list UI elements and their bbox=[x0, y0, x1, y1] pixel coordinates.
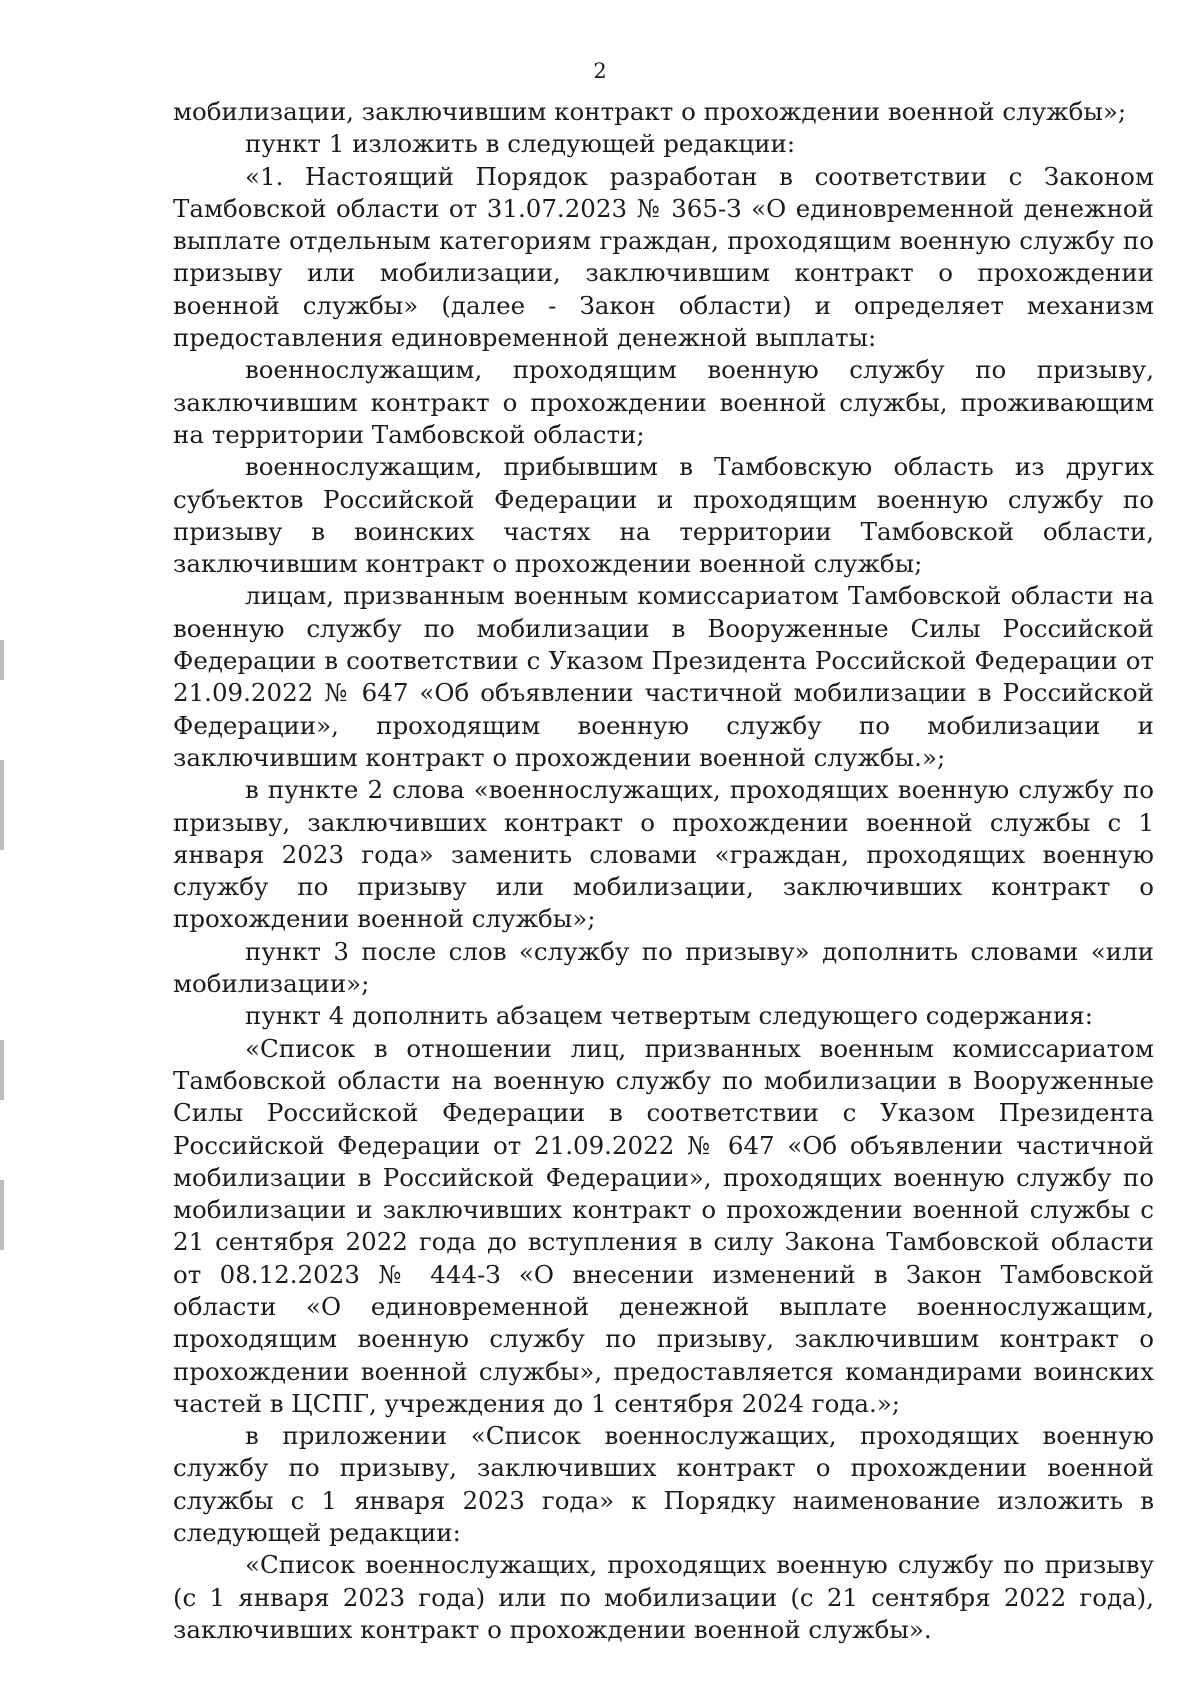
paragraph: пункт 3 после слов «службу по призыву» дополнить словами «или мобилизации»; bbox=[173, 936, 1154, 999]
paragraph: пункт 1 изложить в следующей редакции: bbox=[245, 129, 796, 159]
paragraph: в пункте 2 слова «военнослужащих, проходящих военную службу по призыву, заключивших контракт о прохождении военной службы с 1 января 2023 года» заменить словами «граждан, проходящих военную службу по призыву или мобилизации, заключивших контракт о прохождении военной службы»; bbox=[173, 775, 1154, 934]
paragraph: пункт 4 дополнить абзацем четвертым следующего содержания: bbox=[245, 1001, 1093, 1031]
paragraph: лицам, призванным военным комиссариатом Тамбовской области на военную службу по мобилизации в Вооруженные Силы Российской Федерации в соответствии с Указом Президента Российской Федерации от 21.09.2022 № 647 «Об объявлении частичной мобилизации в Российской Федерации», проходящим военную службу по мобилизации и заключившим контракт о прохождении военной службы.»; bbox=[173, 581, 1154, 772]
paragraph: военнослужащим, прибывшим в Тамбовскую область из других субъектов Российской Федерации и проходящим военную службу по призыву в воинских частях на территории Тамбовской области, заключившим контракт о прохождении военной службы; bbox=[173, 452, 1154, 579]
scan-edge-mark bbox=[0, 640, 4, 680]
paragraph: «Список в отношении лиц, призванных военным комиссариатом Тамбовской области на военную службу по мобилизации в Вооруженные Силы Российской Федерации в соответствии с Указом Президента Российской Федерации от 21.09.2022 № 647 «Об объявлении частичной мобилизации в Российской Федерации», проходящих военную службу по мобилизации и заключивших контракт о прохождении военной службы с 21 сентября 2022 года до вступления в силу Закона Тамбовской области от 08.12.2023 № 444-З «О внесении изменений в Закон Тамбовской области «О единовременной денежной выплате военнослужащим, проходящим военную службу по призыву, заключившим контракт о прохождении военной службы», предоставляется командирами воинских частей в ЦСПГ, учреждения до 1 сентября 2024 года.»; bbox=[173, 1033, 1154, 1418]
scan-edge-mark bbox=[0, 1180, 4, 1250]
paragraph: в приложении «Список военнослужащих, проходящих военную службу по призыву, заключивших контракт о прохождении военной службы с 1 января 2023 года» к Порядку наименование изложить в следующей редакции: bbox=[173, 1421, 1154, 1548]
scan-edge-mark bbox=[0, 1040, 4, 1100]
paragraph: военнослужащим, проходящим военную службу по призыву, заключившим контракт о прохождении военной службы, проживающим на территории Тамбовской области; bbox=[173, 355, 1154, 449]
paragraph: «Список военнослужащих, проходящих военную службу по призыву (с 1 января 2023 года) или по мобилизации (с 21 сентября 2022 года), заключивших контракт о прохождении военной службы». bbox=[173, 1550, 1154, 1644]
scan-edge-mark bbox=[0, 760, 4, 850]
paragraph-continuation: мобилизации, заключившим контракт о прохождении военной службы»; bbox=[173, 97, 1127, 126]
paragraph: «1. Настоящий Порядок разработан в соответствии с Законом Тамбовской области от 31.07.2023 № 365-З «О единовременной денежной выплате отдельным категориям граждан, проходящим военную службу по призыву или мобилизации, заключившим контракт о прохождении военной службы» (далее - Закон области) и определяет механизм предоставления единовременной денежной выплаты: bbox=[173, 161, 1154, 353]
document-body bbox=[173, 96, 1154, 1646]
page-number: 2 bbox=[593, 59, 607, 83]
